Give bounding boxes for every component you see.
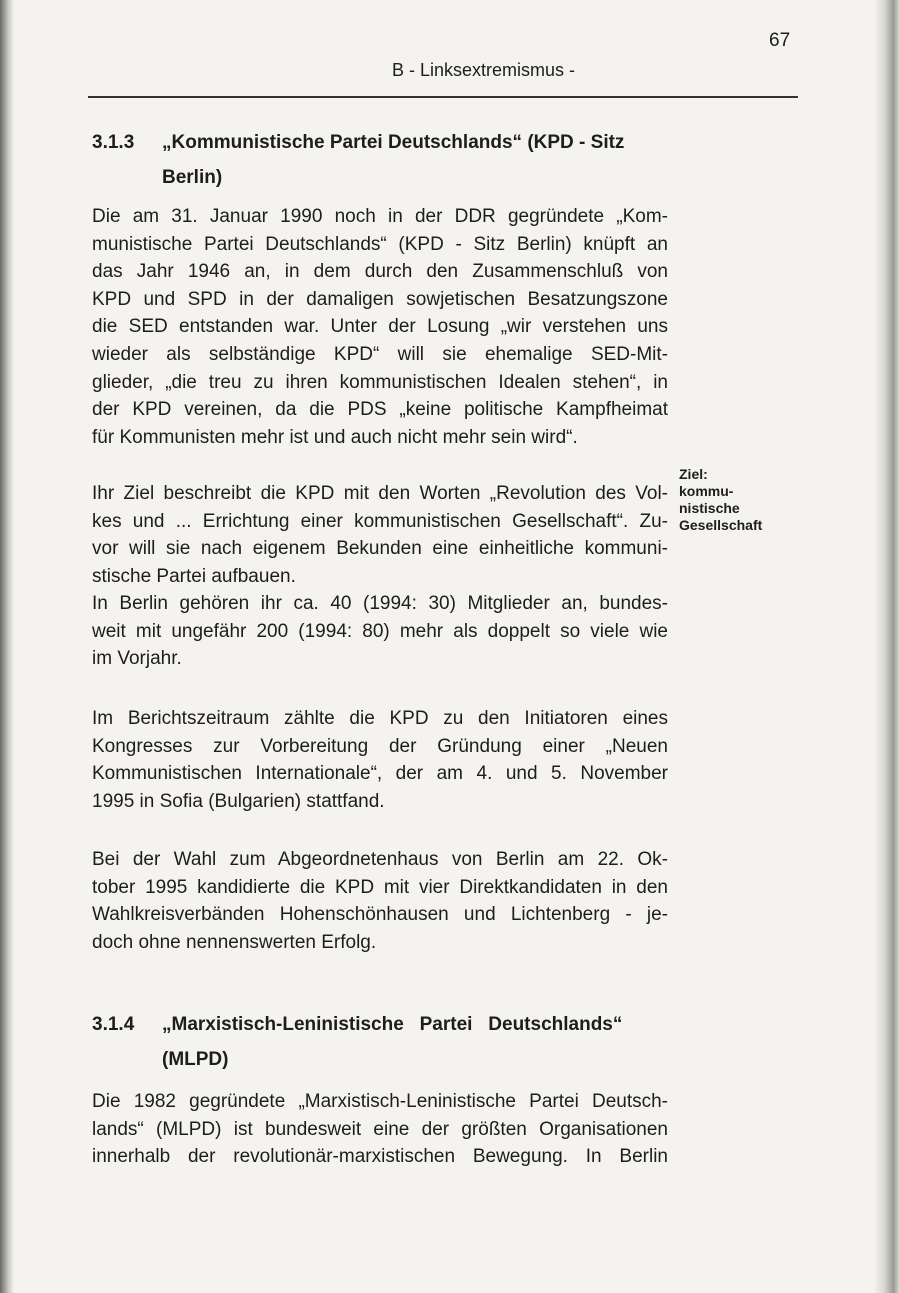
text-line: 1995 in Sofia (Bulgarien) stattfand.: [92, 790, 385, 812]
text-line: der KPD vereinen, da die PDS „keine politische Kampfheimat: [92, 399, 668, 421]
text-line: vor will sie nach eigenem Bekunden eine einheitliche kommuni-: [92, 538, 668, 560]
text-line: Die am 31. Januar 1990 noch in der DDR gegründete „Kom-: [92, 206, 668, 227]
section-title-line: „Marxistisch-Leninistische Partei Deutschlands“: [162, 1014, 623, 1035]
scan-right-edge: [874, 0, 900, 1293]
text-line: kes und ... Errichtung einer kommunistischen Gesellschaft“. Zu-: [92, 510, 668, 532]
text-line: doch ohne nennenswerten Erfolg.: [92, 931, 377, 953]
page-number: 67: [769, 30, 791, 51]
section-title-line: (MLPD): [162, 1049, 229, 1070]
text-line: weit mit ungefähr 200 (1994: 80) mehr als doppelt so viele wie: [92, 620, 668, 642]
text-line: im Vorjahr.: [92, 648, 182, 670]
text-line: Die 1982 gegründete „Marxistisch-Leninistische Partei Deutsch-: [92, 1091, 668, 1112]
text-line: stische Partei aufbauen.: [92, 565, 296, 587]
text-line: tober 1995 kandidierte die KPD mit vier Direktkandidaten in den: [92, 876, 668, 898]
text-line: das Jahr 1946 an, in dem durch den Zusammenschluß von: [92, 261, 668, 283]
margin-note-line: Gesellschaft: [679, 517, 763, 533]
header-rule: [88, 96, 798, 98]
text-line: Bei der Wahl zum Abgeordnetenhaus von Berlin am 22. Ok-: [92, 849, 668, 870]
margin-note: [679, 466, 762, 534]
text-line: Kommunistischen Internationale“, der am 4. und 5. November: [92, 763, 668, 785]
text-line: KPD und SPD in der damaligen sowjetischen Besatzungszone: [92, 288, 668, 310]
text-line: Im Berichtszeitraum zählte die KPD zu den Initiatoren eines: [92, 708, 668, 729]
text-line: In Berlin gehören ihr ca. 40 (1994: 30) Mitglieder an, bundes-: [92, 593, 668, 614]
text-line: glieder, „die treu zu ihren kommunistischen Idealen stehen“, in: [92, 371, 668, 393]
text-line: Ihr Ziel beschreibt die KPD mit den Worten „Revolution des Vol-: [92, 483, 668, 504]
section-number: 3.1.3: [92, 132, 135, 153]
section-title-line: „Kommunistische Partei Deutschlands“ (KPD - Sitz: [162, 132, 625, 153]
text-line: innerhalb der revolutionär-marxistischen Bewegung. In Berlin: [92, 1146, 668, 1168]
running-header-text: B - Linksextremismus -: [392, 60, 576, 80]
text-line: wieder als selbständige KPD“ will sie ehemalige SED-Mit-: [92, 344, 668, 365]
margin-note-line: nistische: [679, 500, 740, 516]
text-line: munistische Partei Deutschlands“ (KPD - Sitz Berlin) knüpft an: [92, 233, 668, 255]
section-title-line: Berlin): [162, 167, 223, 188]
scan-left-edge: [0, 0, 14, 1293]
text-line: Wahlkreisverbänden Hohenschönhausen und Lichtenberg - je-: [92, 904, 668, 926]
text-line: lands“ (MLPD) ist bundesweit eine der größten Organisationen: [92, 1118, 668, 1140]
text-line: Kongresses zur Vorbereitung der Gründung einer „Neuen: [92, 735, 668, 757]
margin-note-line: Ziel:: [679, 466, 708, 482]
margin-note-line: kommu-: [679, 483, 734, 499]
text-line: die SED entstanden war. Unter der Losung „wir verstehen uns: [92, 316, 668, 338]
text-line: für Kommunisten mehr ist und auch nicht mehr sein wird“.: [92, 426, 578, 448]
section-number: 3.1.4: [92, 1014, 135, 1035]
